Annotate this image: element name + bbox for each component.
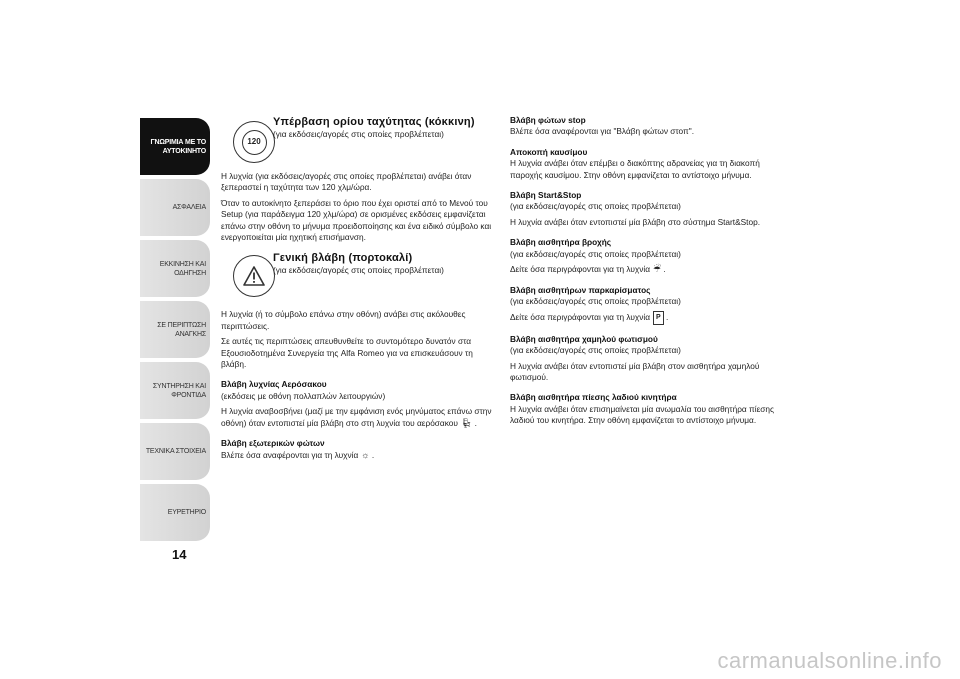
speed-limit-icon [233,121,275,163]
tab-technical-data[interactable] [140,423,210,480]
speed-paragraph-2: Όταν το αυτοκίνητο ξεπεράσει το όριο που έχει οριστεί από το Μενού του Setup (για παράδειγμα 120 χλμ/ώρα) σε ορισμένες εκδόσεις εμφανίζεται επάνω στην οθόνη το μήνυμα προειδοποίησης και ένα ειδικό σύμβολο και ενεργοποιείται μία ηχητική επισήμανση. [221,197,492,243]
tab-label: ΕΚΚΙΝΗΣΗ ΚΑΙ ΟΔΗΓΗΣΗ [159,260,206,277]
tab-label: ΑΣΦΑΛΕΙΑ [172,204,206,211]
chapter-sidebar [140,118,210,545]
tab-safety[interactable] [140,179,210,236]
rain-sensor-sub: (για εκδόσεις/αγορές στις οποίες προβλέπεται) [510,248,681,259]
fuel-cutoff-heading: Αποκοπή καυσίμου [510,146,588,157]
parking-sensors-sub: (για εκδόσεις/αγορές στις οποίες προβλέπεται) [510,295,681,306]
rain-sensor-icon: ☔︎ [653,264,662,275]
tab-starting-driving[interactable] [140,240,210,297]
lowbeam-sensor-text: Η λυχνία ανάβει όταν εντοπιστεί μία βλάβη στον αισθητήρα χαμηλού φωτισμού. [510,360,760,383]
stop-lights-text: Βλέπε όσα αναφέρονται για "Βλάβη φώτων στοπ". [510,126,695,137]
tab-label: ΣΥΝΤΗΡΗΣΗ ΚΑΙ ΦΡΟΝΤΙΔΑ [152,382,206,399]
general-fault-title: Γενική βλάβη (πορτοκαλί) [273,252,413,265]
tab-label: ΤΕΧΝΙΚΑ ΣΤΟΙΧΕΙΑ [145,448,206,455]
tab-getting-to-know[interactable] [140,118,210,175]
speed-limit-value: 120 [242,130,267,155]
lowbeam-sensor-heading: Βλάβη αισθητήρα χαμηλού φωτισμού [510,333,658,344]
page-number: 14 [172,547,187,562]
speed-warning-title: Υπέρβαση ορίου ταχύτητας (κόκκινη) [273,116,475,128]
parking-sensor-icon: P [653,311,664,324]
parking-sensors-heading: Βλάβη αισθητήρων παρκαρίσματος [510,284,651,295]
tab-label: ΣΕ ΠΕΡΙΠΤΩΣΗ ΑΝΑΓΚΗΣ [157,321,206,338]
parking-sensors-text: Δείτε όσα περιγράφονται για τη λυχνία [510,312,651,323]
tab-label: ΓΝΩΡΙΜΙΑ ΜΕ ΤΟ ΑΥΤΟΚΙΝΗΤΟ [150,138,206,155]
airbag-fault-sub: (εκδόσεις με οθόνη πολλαπλών λειτουργιών) [221,390,386,401]
general-fault-subtitle: (για εκδόσεις/αγορές στις οποίες προβλέπεται) [273,265,444,276]
stop-lights-heading: Βλάβη φώτων stop [510,115,586,125]
watermark-text: carmanualsonline.info [717,648,942,673]
oil-pressure-text: Η λυχνία ανάβει όταν επισημαίνεται μία ανωμαλία του αισθητήρα πίεσης λαδιού του κινητήρα. Στην οθόνη εμφανίζεται το αντίστοιχο μήνυμα. [510,403,775,426]
airbag-icon: 💺︎ [460,417,473,428]
exterior-lights-heading: Βλάβη εξωτερικών φώτων [221,438,325,449]
speed-paragraph-1: Η λυχνία (για εκδόσεις/αγορές στις οποίες προβλέπεται) ανάβει όταν ξεπεραστεί η ταχύτητα των 120 χλμ/ώρα. [221,171,472,193]
bulb-icon: ☼ [361,449,370,460]
startstop-sub: (για εκδόσεις/αγορές στις οποίες προβλέπεται) [510,201,681,212]
general-fault-block [221,251,493,309]
speed-warning-block [221,115,493,171]
warning-triangle-icon [233,255,275,297]
lowbeam-sensor-sub: (για εκδόσεις/αγορές στις οποίες προβλέπεται) [510,345,681,356]
rain-sensor-text: Δείτε όσα περιγράφονται για τη λυχνία [510,264,651,275]
tab-label: ΕΥΡΕΤΗΡΙΟ [167,509,206,516]
speed-warning-subtitle: (για εκδόσεις/αγορές στις οποίες προβλέπεται) [273,129,444,139]
left-column: 120 Υπέρβαση ορίου ταχύτητας (κόκκινη) (για εκδόσεις/αγορές στις οποίες προβλέπεται) Η λυχνία (για εκδόσεις/αγορές στις οποίες προβλέπεται) ανάβει όταν ξεπεραστεί η ταχύτητα των 120 χλμ/ώρα. Όταν το αυτοκίνητο ξεπεράσει το όριο που έχει οριστεί από το Μενού του Setup (για παράδειγμα 120 χλμ/ώρα) σε ορισμένες εκδόσεις εμφανίζεται επάνω στην οθόνη το μήνυμα προειδοποίησης και ένα ειδικό σύμβολο και ενεργοποιείται μία ηχητική επισήμανση. Γενική βλάβη (πορτοκαλί) (για εκδόσεις/αγορές στις οποίες προβλέπεται) Η λυχνία (ή το σύμβολο επάνω στην οθόνη) ανάβει στις ακόλουθες περιπτώσεις. Σε αυτές τις περιπτώσεις απευθυνθείτε το συντομότερο δυνατόν στα Εξουσιοδοτημένα Συνεργεία της Alfa Romeo για να επισκευάσουν τη βλάβη. Βλάβη λυχνίας Αερόσακου (εκδόσεις με οθόνη πολλαπλών λειτουργιών) Η λυχνία αναβοσβήνει (μαζί με την εμφάνιση ενός μηνύματος επάνω στην οθόνη) όταν εντοπιστεί μία βλάβη στο στη λυχνία του αερόσακου 💺︎ . Βλάβη εξωτερικών φώτων Βλέπε όσα αναφέρονται για τη λυχνία ☼ . [221,116,492,460]
general-paragraph-1: Η λυχνία (ή το σύμβολο επάνω στην οθόνη) ανάβει στις ακόλουθες περιπτώσεις. [221,309,466,331]
startstop-heading: Βλάβη Start&Stop [510,190,582,201]
tab-index[interactable] [140,484,210,541]
tab-emergency[interactable] [140,301,210,358]
fuel-cutoff-text: Η λυχνία ανάβει όταν επέμβει ο διακόπτης αδρανείας για τη διακοπή παροχής καυσίμου. Στην οθόνη εμφανίζεται το αντίστοιχο μήνυμα. [510,158,760,180]
airbag-fault-heading: Βλάβη λυχνίας Αερόσακου [221,379,327,390]
right-column: Βλάβη φώτων stop Βλέπε όσα αναφέρονται για "Βλάβη φώτων στοπ". Αποκοπή καυσίμου Η λυχνία ανάβει όταν επέμβει ο διακόπτης αδρανείας για τη διακοπή παροχής καυσίμου. Στην οθόνη εμφανίζεται το αντίστοιχο μήνυμα. Βλάβη Start&Stop (για εκδόσεις/αγορές στις οποίες προβλέπεται) Η λυχνία ανάβει όταν εντοπιστεί μία βλάβη στο σύστημα Start&Stop. Βλάβη αισθητήρα βροχής (για εκδόσεις/αγορές στις οποίες προβλέπεται) Δείτε όσα περιγράφονται για τη λυχνία ☔︎ . Βλάβη αισθητήρων παρκαρίσματος (για εκδόσεις/αγορές στις οποίες προβλέπεται) Δείτε όσα περιγράφονται για τη λυχνία P . Βλάβη αισθητήρα χαμηλού φωτισμού (για εκδόσεις/αγορές στις οποίες προβλέπεται) Η λυχνία ανάβει όταν εντοπιστεί μία βλάβη στον αισθητήρα χαμηλού φωτισμού. Βλάβη αισθητήρα πίεσης λαδιού κινητήρα Η λυχνία ανάβει όταν επισημαίνεται μία ανωμαλία του αισθητήρα πίεσης λαδιού του κινητήρα. Στην οθόνη εμφανίζεται το αντίστοιχο μήνυμα. [510,115,792,427]
oil-pressure-heading: Βλάβη αισθητήρα πίεσης λαδιού κινητήρα [510,392,677,403]
tab-maintenance[interactable] [140,362,210,419]
general-paragraph-2: Σε αυτές τις περιπτώσεις απευθυνθείτε το συντομότερο δυνατόν στα Εξουσιοδοτημένα Συνεργεία της Alfa Romeo για να επισκευάσουν τη βλάβη. [221,336,473,370]
airbag-fault-text: Η λυχνία αναβοσβήνει (μαζί με την εμφάνιση ενός μηνύματος επάνω στην οθόνη) όταν εντοπιστεί μία βλάβη στο στη λυχνία του αερόσακου [221,406,492,428]
startstop-text: Η λυχνία ανάβει όταν εντοπιστεί μία βλάβη στο σύστημα Start&Stop. [510,216,761,227]
watermark [0,643,960,679]
exterior-lights-text: Βλέπε όσα αναφέρονται για τη λυχνία [221,449,359,460]
rain-sensor-heading: Βλάβη αισθητήρα βροχής [510,237,612,248]
